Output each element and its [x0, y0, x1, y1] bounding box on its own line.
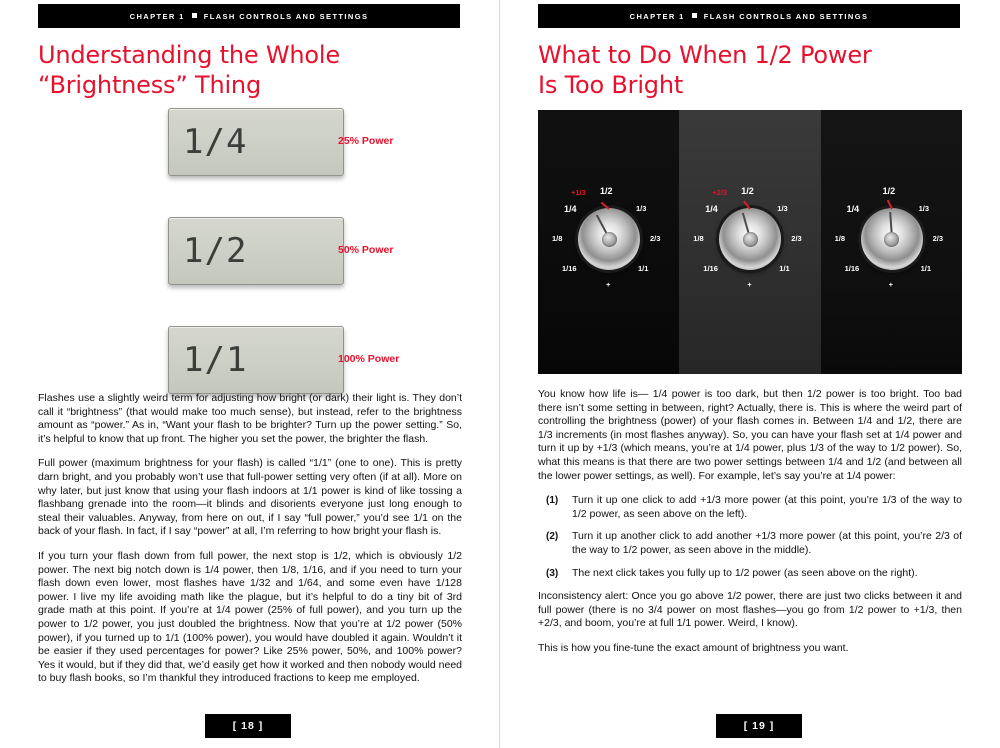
- dial-label-left: 1/8: [552, 234, 563, 243]
- dial-label-top: 1/2: [600, 186, 613, 196]
- lcd-figure-group: [38, 108, 462, 435]
- dial-label-top-right: 1/3: [636, 204, 647, 213]
- paragraph: If you turn your flash down from full power, the next stop is 1/2, which is obviously 1/2 power. The next big notch down is 1/4 power, then 1/8, 1/16, and if you need to turn your flash down even lower, most flashes have 1/32 and 1/64, and some even have 1/128 power. I live my life avoiding math like the plague, but it’s helpful to do a tiny bit of 3rd grade math at this point. If you’re at 1/4 power (25% of full power), and you turn up the power to 1/2 power, you just doubled the brightness. Now that you’re at 1/2 power (50% power), if you turned up to 1/1 (100% power), you would have doubled it again. Wouldn’t it be easier if they used percentages for power? Like 25% power, 50%, and 100% power? Yes it would, but if they did that, we’d easily get how it worked and then nobody would need to buy flash books, so I’m thankful they introduced fractions to keep me employed.: [38, 549, 462, 685]
- lcd-panel: [168, 108, 344, 176]
- page-title-left: [38, 40, 460, 100]
- dial-pointer: [742, 213, 751, 239]
- list-item: [538, 494, 962, 521]
- dial-red-indicator: [601, 202, 610, 210]
- paragraph: Flashes use a slightly weird term for adjusting how bright (or dark) their light is. They don’t call it “brightness” (that would make too much sense), but instead, refer to the brightness amount as “power.” As in, “Want your flash to be brighter? Turn up the power setting.” So, it’s helpful to know that up front. The higher you set the power, the brighter the flash.: [38, 392, 462, 445]
- right-page: [500, 0, 1000, 748]
- paragraph: This is how you fine-tune the exact amount of brightness you want.: [538, 641, 849, 654]
- paragraph: Full power (maximum brightness for your flash) is called “1/1” (one to one). This is pretty darn bright, and you probably won’t use that full-power setting very often (if at all). More on why later, but just know that using your flash indoors at 1/1 power is kind of like tossing a flashbang grenade into the room—it blinds and disorients everyone just long enough to steal their valuables. Anyway, from here on out, if I say “full power,” you’d see 1/1 on the back of your flash. In fact, if I say “power” at all, I’m referring to how bright your flash is.: [38, 457, 462, 538]
- dial-pointer: [889, 212, 893, 238]
- page-title-right-line1: What to Do When 1/2 Power: [538, 41, 872, 69]
- lcd-caption: 100% Power: [338, 353, 400, 365]
- power-dial-knob[interactable]: [861, 208, 923, 270]
- step-text: The next click takes you fully up to 1/2 power (as seen above on the right).: [572, 566, 918, 579]
- page-title-right: [538, 40, 960, 100]
- running-header-right: [538, 4, 960, 28]
- page-number-right: [ 19 ]: [716, 714, 802, 738]
- list-item: [538, 530, 962, 557]
- dial-label-adjustment: +1/3: [571, 188, 586, 197]
- square-bullet-icon: [192, 13, 197, 18]
- flash-dial-middle: [679, 162, 820, 332]
- lcd-panel: [168, 217, 344, 285]
- running-header-left: [38, 4, 460, 28]
- page-title-left-line1: Understanding the Whole: [38, 41, 340, 69]
- dial-label-bottom-right: 1/1: [920, 264, 932, 273]
- lcd-panel: [168, 326, 344, 394]
- page-title-right-line2: Is Too Bright: [538, 71, 684, 99]
- dial-label-bottom-left: 1/16: [844, 264, 860, 273]
- lcd-power-value: 1/4: [183, 122, 248, 162]
- dial-label-bottom-right: 1/1: [638, 264, 649, 273]
- dial-label-bottom-left: 1/16: [562, 264, 577, 273]
- dial-label-bottom: +: [747, 280, 752, 289]
- lcd-caption: 25% Power: [338, 135, 394, 147]
- dial-label-bottom: +: [606, 280, 611, 289]
- dial-label-bottom-right: 1/1: [779, 264, 790, 273]
- dial-red-indicator: [743, 201, 751, 210]
- step-number: (1): [546, 495, 559, 507]
- dial-label-left: 1/8: [834, 234, 846, 243]
- lcd-power-value: 1/1: [183, 340, 248, 380]
- dial-label-top: 1/2: [882, 186, 896, 196]
- step-number: (2): [546, 531, 559, 543]
- running-header-chapter: CHAPTER 1: [629, 11, 685, 21]
- body-text-left: [38, 392, 462, 686]
- flash-dial-left: [538, 162, 679, 332]
- paragraph: You know how life is— 1/4 power is too dark, but then 1/2 power is too bright. Too bad there isn’t some setting in between, right? Actually, there is. This is where the weird part of controlling the brightness (power) of your flash comes in. Between 1/4 and 1/2, there are 1/3 increments (in most flashes anyway). So, you can have your flash set at 1/4 power and turn it up by +1/3 (which means, you’re at 1/4 power, plus 1/3 of the way to 1/2 power). So, what this means is that there are two power settings between 1/4 and 1/2 (and between all the lower power settings, as well). For example, let’s say you’re at 1/4 power:: [538, 388, 962, 482]
- dial-label-top-right: 1/3: [777, 204, 788, 213]
- dial-label-top-left: 1/4: [846, 204, 860, 214]
- running-header-title: FLASH CONTROLS AND SETTINGS: [203, 11, 369, 21]
- page-number-left: [ 18 ]: [205, 714, 291, 738]
- page-title-left-line2: “Brightness” Thing: [38, 71, 261, 99]
- dial-label-top: 1/2: [741, 186, 754, 196]
- dial-label-right: 2/3: [650, 234, 661, 243]
- numbered-steps-list: [538, 494, 962, 580]
- square-bullet-icon: [692, 13, 697, 18]
- list-item: [538, 567, 962, 581]
- flash-dial-right: [821, 162, 962, 332]
- power-dial-knob[interactable]: [719, 208, 781, 270]
- running-header-chapter: CHAPTER 1: [129, 11, 185, 21]
- dial-label-bottom-left: 1/16: [703, 264, 718, 273]
- body-text-right: [538, 388, 962, 656]
- flash-dial-photo: [538, 110, 962, 374]
- power-dial-knob[interactable]: [578, 208, 640, 270]
- lcd-figure-row: [38, 217, 462, 304]
- dial-pointer: [596, 215, 610, 239]
- lcd-figure-row: [38, 108, 462, 195]
- step-number: (3): [546, 567, 559, 579]
- dial-label-top-left: 1/4: [564, 204, 577, 214]
- dial-label-right: 2/3: [932, 234, 944, 243]
- dial-label-top-right: 1/3: [918, 204, 930, 213]
- step-text: Turn it up one click to add +1/3 more power (at this point, you’re 1/3 of the way to 1/2 power, as seen above on the left).: [572, 494, 962, 520]
- dial-label-right: 2/3: [791, 234, 802, 243]
- step-text: Turn it up another click to add another +1/3 more power (at this point, you’re 2/3 of the way to 1/2 power, as seen above in the middle).: [572, 530, 962, 556]
- lcd-power-value: 1/2: [183, 231, 248, 271]
- lcd-caption: 50% Power: [338, 244, 394, 256]
- dial-label-bottom: +: [888, 280, 893, 289]
- dial-label-adjustment: +2/3: [712, 188, 728, 197]
- running-header-title: FLASH CONTROLS AND SETTINGS: [703, 11, 869, 21]
- dial-red-indicator: [886, 200, 892, 210]
- dial-label-top-left: 1/4: [705, 204, 718, 214]
- paragraph: Inconsistency alert: Once you go above 1/2 power, there are just two clicks between it and full power (there is no 3/4 power on most flashes—you go from 1/2 power to +1/3, then +2/3, and boom, you’re at full 1/1 power. Weird, I know).: [538, 590, 962, 630]
- dial-label-left: 1/8: [693, 234, 704, 243]
